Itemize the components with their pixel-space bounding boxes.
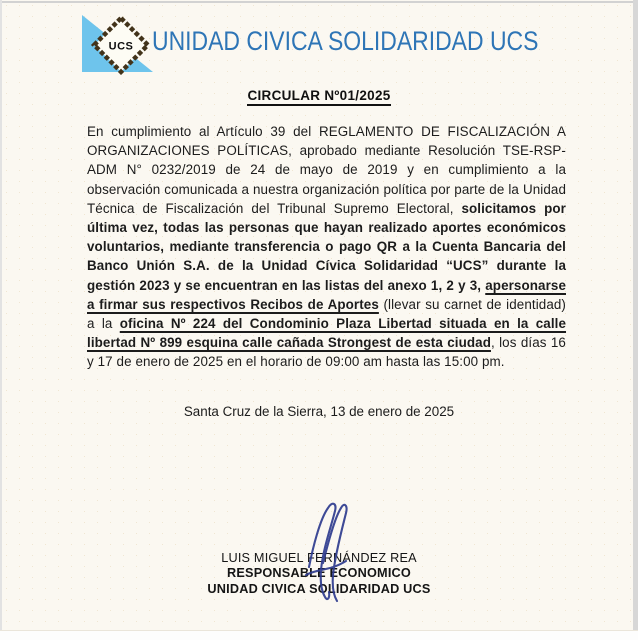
scan-edge-top xyxy=(0,1,638,3)
circular-heading-row xyxy=(0,87,638,106)
handwritten-signature-icon xyxy=(296,497,356,609)
body-segment-bold-underline: oficina Nº 224 del Condominio Plaza Libertad situada en la calle libertad Nº 899 esquina calle cañada Strongest de esta ciudad xyxy=(87,316,567,351)
signatory-name: LUIS MIGUEL FERNÁNDEZ REA xyxy=(221,551,417,565)
body-segment: En cumplimiento al Artículo 39 del REGLAMENTO DE FISCALIZACIÓN A ORGANIZACIONES POLÍTICAS, aprobado mediante Resolución TSE-RSP-ADM N° 0232/2019 de 24 de mayo de 2019 y en cumplimiento a la observación comunicada a nuestra organización política por parte de la Unidad Técnica de Fiscalización del Tribunal Supremo Electoral, xyxy=(87,124,566,216)
scan-edge-left xyxy=(0,0,2,640)
scan-edge-right xyxy=(633,0,638,640)
body-paragraph xyxy=(87,122,566,372)
body-segment-bold-underline: apersonarse a firmar sus respectivos Recibos de Aportes xyxy=(87,277,566,312)
dateline: Santa Cruz de la Sierra, 13 de enero de 2025 xyxy=(183,404,455,419)
body-segment: , los días 16 y 17 de enero de 2025 en el horario de 09:00 am hasta las 15:00 pm. xyxy=(87,335,566,370)
org-title: UNIDAD CIVICA SOLIDARIDAD UCS xyxy=(152,26,539,56)
circular-number-heading: CIRCULAR Nº01/2025 xyxy=(247,88,390,106)
body-segment: (llevar su carnet de identidad) a la xyxy=(87,296,566,332)
scan-edge-bottom xyxy=(0,630,638,640)
signatory-role: RESPONSABLE ECONOMICO xyxy=(227,566,411,581)
logo-acronym: UCS xyxy=(108,40,134,53)
body-segment-bold: solicitamos por última vez, todas las personas que hayan realizado aportes económicos voluntarios, mediante transferencia o pago QR a la Cuenta Bancaria del Banco Unión S.A. de la Unidad Cívica Solidaridad “UCS” durante la gestión 2023 y se encuentran en las listas del anexo 1, 2 y 3, xyxy=(87,200,566,293)
signatory-organization: UNIDAD CIVICA SOLIDARIDAD UCS xyxy=(207,581,431,596)
ucs-logo xyxy=(80,13,156,75)
ucs-logo-icon xyxy=(80,13,156,75)
